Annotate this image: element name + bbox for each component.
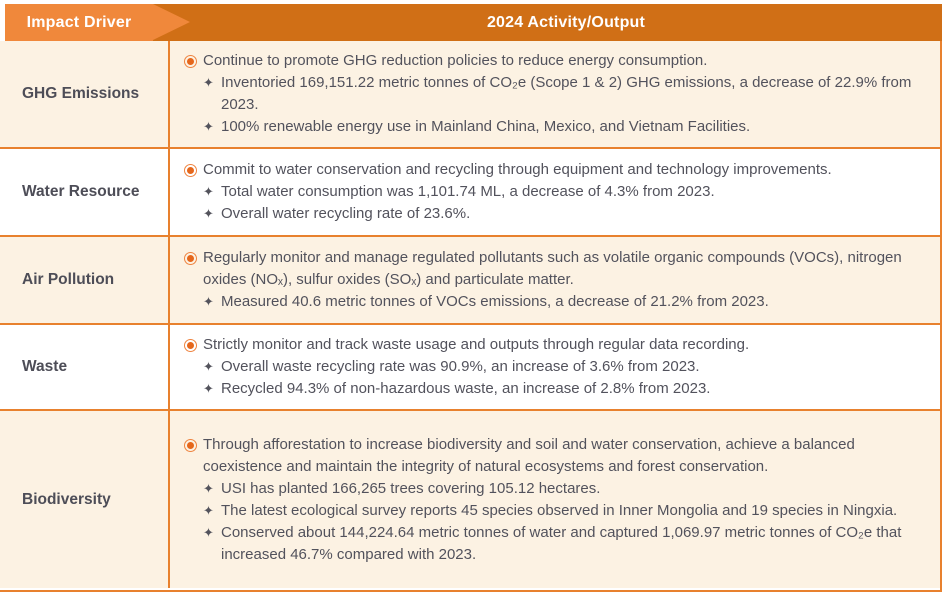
radio-bullet-icon [184, 252, 197, 265]
activity-cell [170, 149, 940, 235]
four-pointed-star-icon: ✦ [203, 119, 214, 134]
driver-label: Water Resource [22, 183, 140, 200]
item-text: Inventoried 169,151.22 metric tonnes of CO₂e (Scope 1 & 2) GHG emissions, a decrease of 22.9% from 2023. [221, 74, 912, 113]
four-pointed-star-icon: ✦ [203, 294, 214, 309]
header-activity-cell [153, 4, 942, 41]
driver-cell [0, 325, 170, 409]
sub-bullet-item [203, 181, 922, 203]
item-text: Measured 40.6 metric tonnes of VOCs emissions, a decrease of 21.2% from 2023. [221, 293, 769, 310]
item-text: Commit to water conservation and recycling through equipment and technology improvements. [203, 161, 832, 178]
sub-bullet-item [203, 116, 922, 138]
four-pointed-star-icon: ✦ [203, 206, 214, 221]
radio-bullet-icon [184, 439, 197, 452]
activity-cell [170, 237, 940, 323]
four-pointed-star-icon: ✦ [203, 381, 214, 396]
four-pointed-star-icon: ✦ [203, 75, 214, 90]
four-pointed-star-icon: ✦ [203, 184, 214, 199]
item-text: Regularly monitor and manage regulated pollutants such as volatile organic compounds (VOCs), nitrogen oxides (NOₓ), sulfur oxides (SOₓ) and particulate matter. [203, 249, 902, 288]
item-text: USI has planted 166,265 trees covering 105.12 hectares. [221, 479, 601, 497]
sub-bullet-item [203, 478, 922, 500]
item-text: Recycled 94.3% of non-hazardous waste, an increase of 2.8% from 2023. [221, 380, 711, 397]
item-text: Continue to promote GHG reduction policies to reduce energy consumption. [203, 52, 708, 69]
sub-bullet-item [203, 72, 922, 116]
driver-cell [0, 149, 170, 235]
bullet-item [184, 247, 922, 291]
four-pointed-star-icon: ✦ [203, 359, 214, 374]
table-header [5, 4, 942, 41]
driver-label: Biodiversity [22, 490, 111, 508]
table-row-air-pollution [0, 235, 940, 323]
activity-cell [170, 41, 940, 147]
driver-cell [0, 411, 170, 588]
table-row-water-resource [0, 147, 940, 235]
item-text: Conserved about 144,224.64 metric tonnes of water and captured 1,069.97 metric tonnes of CO₂e that increased 46.7% compared with 2023. [221, 523, 902, 563]
sub-bullet-item [203, 203, 922, 225]
item-text: 100% renewable energy use in Mainland China, Mexico, and Vietnam Facilities. [221, 118, 751, 135]
four-pointed-star-icon: ✦ [203, 524, 214, 540]
item-text: Total water consumption was 1,101.74 ML, a decrease of 4.3% from 2023. [221, 183, 715, 200]
bullet-item [184, 334, 922, 356]
sub-bullet-item [203, 356, 922, 378]
activity-cell [170, 411, 940, 588]
header-arrow-icon [153, 4, 190, 40]
bullet-item [184, 434, 922, 478]
item-text: Overall water recycling rate of 23.6%. [221, 205, 471, 222]
item-text: The latest ecological survey reports 45 species observed in Inner Mongolia and 19 species in Ningxia. [221, 501, 898, 519]
sub-bullet-item [203, 291, 922, 313]
item-text: Strictly monitor and track waste usage and outputs through regular data recording. [203, 336, 750, 353]
bullet-item [184, 159, 922, 181]
item-text: Through afforestation to increase biodiversity and soil and water conservation, achieve a balanced coexistence and maintain the integrity of natural ecosystems and forest conservation. [203, 435, 855, 475]
activity-cell [170, 325, 940, 409]
sub-bullet-item [203, 500, 922, 522]
radio-bullet-icon [184, 164, 197, 177]
table-row-waste [0, 323, 940, 409]
radio-bullet-icon [184, 339, 197, 352]
table-row-ghg-emissions [0, 41, 940, 147]
driver-label: Waste [22, 358, 68, 375]
radio-bullet-icon [184, 55, 197, 68]
table-body [0, 41, 942, 592]
four-pointed-star-icon: ✦ [203, 480, 214, 496]
driver-label: GHG Emissions [22, 85, 140, 102]
sub-bullet-item [203, 522, 922, 566]
header-impact-driver-cell [5, 4, 153, 41]
item-text: Overall waste recycling rate was 90.9%, an increase of 3.6% from 2023. [221, 358, 700, 375]
driver-cell [0, 237, 170, 323]
sub-bullet-item [203, 378, 922, 400]
header-activity-label: 2024 Activity/Output [486, 13, 646, 31]
header-impact-driver-label: Impact Driver [26, 13, 132, 31]
four-pointed-star-icon: ✦ [203, 502, 214, 518]
bullet-item [184, 50, 922, 72]
table-row-biodiversity [0, 409, 940, 588]
driver-label: Air Pollution [22, 271, 115, 288]
driver-cell [0, 41, 170, 147]
